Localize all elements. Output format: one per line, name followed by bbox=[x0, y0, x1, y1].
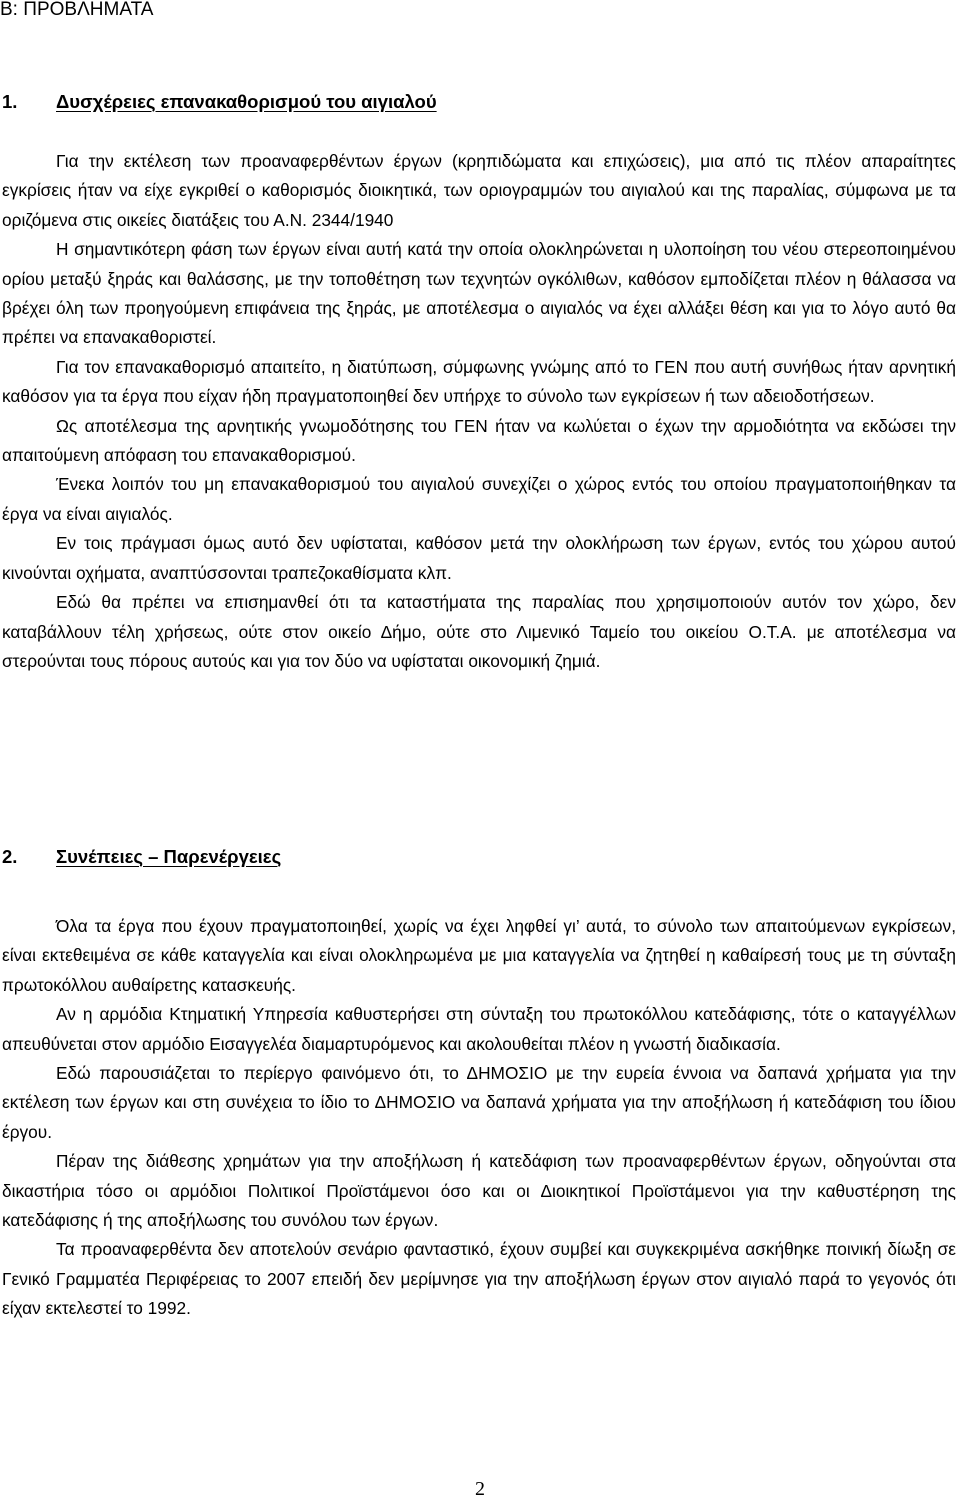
section-2-number: 2. bbox=[2, 846, 18, 867]
section-1-title: Δυσχέρειες επανακαθορισμού του αιγιαλού bbox=[56, 91, 437, 112]
section-1-paragraph: Εν τοις πράγμασι όμως αυτό δεν υφίσταται, καθόσον μετά την ολοκλήρωση των έργων, εντός του χώρου αυτού κινούνται οχήματα, αναπτύσσονται τραπεζοκαθίσματα κλπ. bbox=[2, 533, 956, 583]
section-1-paragraph: Ένεκα λοιπόν του μη επανακαθορισμού του αιγιαλού συνεχίζει ο χώρος εντός του οποίου πραγματοποιήθηκαν τα έργα να είναι αιγιαλός. bbox=[2, 474, 956, 524]
section-2-body bbox=[2, 912, 956, 1324]
section-2-paragraph: Πέραν της διάθεσης χρημάτων για την αποξήλωση ή κατεδάφιση των προαναφερθέντων έργων, οδηγούνται στα δικαστήρια τόσο οι αρμόδιοι Πολιτικοί Προϊστάμενοι όσο και οι Διοικητικοί Προϊστάμενοι για την καθυστέρηση της κατεδάφισης ή της αποξήλωσης του συνόλου των έργων. bbox=[2, 1151, 956, 1231]
section-2-heading bbox=[2, 845, 281, 869]
page-number: 2 bbox=[475, 1478, 485, 1500]
section-1-heading bbox=[2, 90, 437, 114]
section-2-paragraph: Τα προαναφερθέντα δεν αποτελούν σενάριο φανταστικό, έχουν συμβεί και συγκεκριμένα ασκήθηκε ποινική δίωξη σε Γενικό Γραμματέα Περιφέρειας το 2007 επειδή δεν μερίμνησε για την αποξήλωση έργων στον αιγιαλό παρά το γεγονός ότι είχαν εκτελεστεί το 1992. bbox=[2, 1239, 956, 1319]
section-2-paragraph: Εδώ παρουσιάζεται το περίεργο φαινόμενο ότι, το ΔΗΜΟΣΙΟ με την ευρεία έννοια να δαπανά χρήματα για την εκτέλεση των έργων και στη συνέχεια το ίδιο το ΔΗΜΟΣΙΟ να δαπανά χρήματα για την αποξήλωση ή κατεδάφιση του ίδιου έργου. bbox=[2, 1063, 956, 1142]
section-1-paragraph: Εδώ θα πρέπει να επισημανθεί ότι τα καταστήματα της παραλίας που χρησιμοποιούν αυτόν τον χώρο, δεν καταβάλλουν τέλη χρήσεως, ούτε στον οικείο Δήμο, ούτε στο Λιμενικό Ταμείο του οικείου Ο.Τ.Α. με αποτέλεσμα να στερούνται τους πόρους αυτούς και για τον δύο να υφίσταται οικονομική ζημιά. bbox=[2, 592, 956, 671]
section-1-number: 1. bbox=[2, 91, 18, 112]
section-1-paragraph: Ως αποτέλεσμα της αρνητικής γνωμοδότησης του ΓΕΝ ήταν να κωλύεται ο έχων την αρμοδιότητα να εκδώσει την απαιτούμενη απόφαση του επανακαθορισμού. bbox=[2, 415, 956, 466]
section-1-paragraph: Για τον επανακαθορισμό απαιτείτο, η διατύπωση, σύμφωνης γνώμης από το ΓΕΝ που αυτή συνήθως ήταν αρνητική καθόσον για τα έργα που είχαν ήδη πραγματοποιηθεί δεν υπήρχε το σύνολο των εγκρίσεων ή των αδειοδοτήσεων. bbox=[2, 356, 956, 407]
section-1-paragraph: Η σημαντικότερη φάση των έργων είναι αυτή κατά την οποία ολοκληρώνεται η υλοποίηση του νέου στερεοποιημένου ορίου μεταξύ ξηράς και θαλάσσης, με την τοποθέτηση των τεχνητών ογκόλιθων, καθόσον εμποδίζεται πλέον η θάλασσα να βρέχει όλη των προηγούμενη επιφάνεια της ξηράς, με αποτέλεσμα ο αιγιαλός να έχει αλλάξει θέση και για το λόγο αυτό θα πρέπει να επανακαθοριστεί. bbox=[2, 239, 956, 348]
section-1-paragraph: Για την εκτέλεση των προαναφερθέντων έργων (κρηπιδώματα και επιχώσεις), μια από τις πλέον απαραίτητες εγκρίσεις ήταν να είχε εγκριθεί ο καθορισμός διοικητικά, των οριογραμμών του αιγιαλού και της παραλίας, σύμφωνα με τα οριζόμενα στις οικείες διατάξεις του Α.Ν. 2344/1940 bbox=[2, 151, 956, 230]
section-1-body bbox=[2, 147, 956, 676]
section-2-paragraph: Όλα τα έργα που έχουν πραγματοποιηθεί, χωρίς να έχει ληφθεί γι’ αυτά, το σύνολο των απαιτούμενων εγκρίσεων, είναι εκτεθειμένα σε κάθε καταγγελία και είναι ολοκληρωμένα με μια καταγγελία να ζητηθεί η καθαίρεσή τους με τη σύνταξη πρωτοκόλλου αυθαίρετης κατασκευής. bbox=[2, 916, 956, 995]
page-title: B: ΠΡΟΒΛΗΜΑΤΑ bbox=[0, 0, 154, 20]
section-2-title: Συνέπειες – Παρενέργειες bbox=[56, 846, 282, 867]
section-2-paragraph: Αν η αρμόδια Κτηματική Υπηρεσία καθυστερήσει στη σύνταξη του πρωτοκόλλου κατεδάφισης, τότε ο καταγγέλλων απευθύνεται στον αρμόδιο Εισαγγελέα διαμαρτυρόμενος και ακολουθείται πλέον η γνωστή διαδικασία. bbox=[2, 1004, 956, 1054]
